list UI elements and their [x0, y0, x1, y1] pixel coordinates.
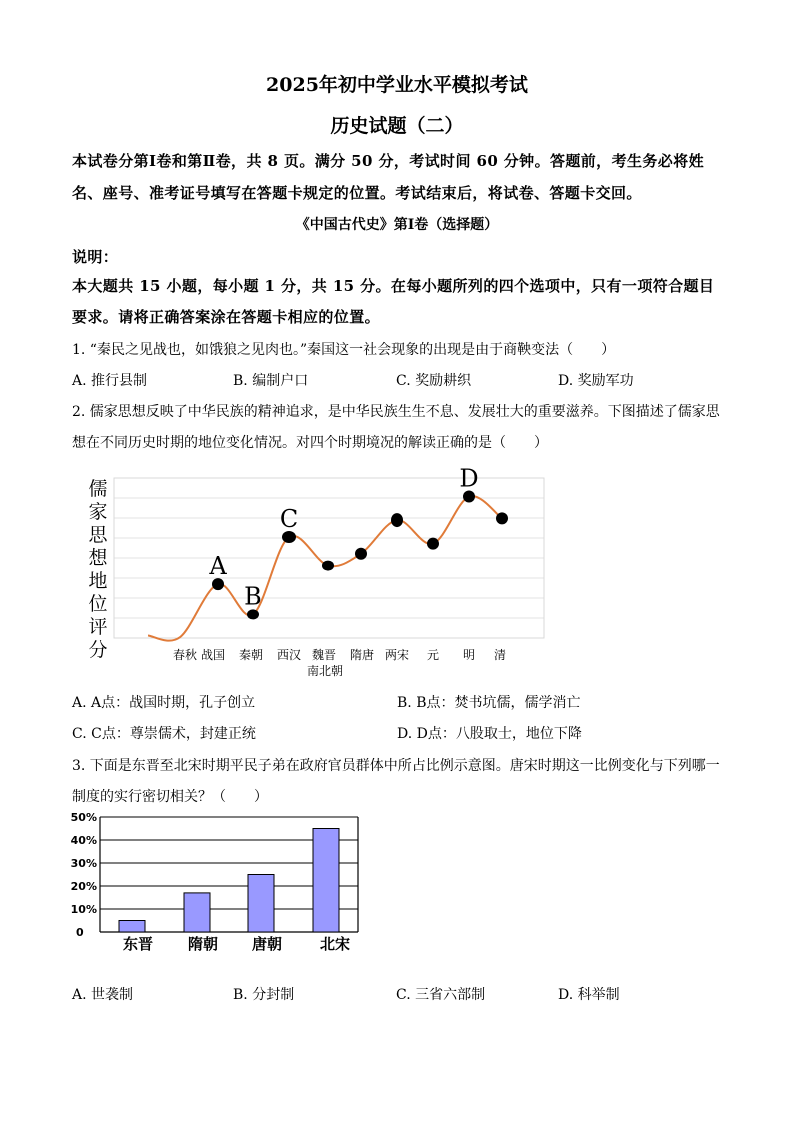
x-tick-label: 唐朝: [251, 935, 283, 953]
data-point: [247, 609, 259, 619]
point-label: B: [244, 582, 262, 611]
x-tick-label: 两宋: [384, 648, 410, 662]
x-tick-label: 东晋: [122, 935, 154, 953]
data-point: [496, 512, 508, 524]
x-tick-label: 明: [462, 648, 476, 662]
instructions-line-1: 本试卷分第Ⅰ卷和第Ⅱ卷，共 8 页。满分 50 分，考试时间 60 分钟。答题前，考生务必将姓: [72, 152, 704, 170]
q1-option-c[interactable]: C. 奖励耕织: [396, 373, 472, 389]
q3-option-b[interactable]: B. 分封制: [233, 987, 295, 1003]
section-heading: 《中国古代史》第Ⅰ卷（选择题）: [295, 217, 499, 233]
q1-option-b[interactable]: B. 编制户口: [233, 373, 309, 389]
instructions-line-2: 名、座号、准考证号填写在答题卡规定的位置。考试结束后，将试卷、答题卡交回。: [72, 184, 642, 202]
q1-stem: 1. “秦民之见战也，如饿狼之见肉也。”秦国这一社会现象的出现是由于商鞅变法（ ）: [72, 342, 616, 358]
x-tick-label: 秦朝: [238, 648, 264, 662]
q2-stem-line-2: 想在不同历史时期的地位变化情况。对四个时期境况的解读正确的是（ ）: [72, 435, 548, 451]
x-tick-label: 隋朝: [187, 935, 219, 953]
commoner-officials-bar-chart: [70, 808, 370, 958]
note-label: 说明：: [72, 248, 119, 266]
note-line-2: 要求。请将正确答案涂在答题卡相应的位置。: [72, 308, 381, 326]
q2-option-a[interactable]: A. A点：战国时期，孔子创立: [72, 695, 256, 711]
q3-option-d[interactable]: D. 科举制: [558, 987, 620, 1003]
q2-stem-line-1: 2. 儒家思想反映了中华民族的精神追求，是中华民族生生不息、发展壮大的重要滋养。下图描述了儒家思: [72, 404, 720, 420]
y-tick-label: 10%: [70, 903, 97, 916]
x-tick-label: 元: [426, 648, 440, 662]
q3-option-a[interactable]: A. 世袭制: [72, 987, 134, 1003]
data-point: [391, 513, 403, 527]
y-tick-label: 20%: [70, 880, 97, 893]
y-tick-label: 30%: [70, 857, 97, 870]
x-tick-label: 西汉: [276, 648, 302, 662]
x-tick-label: 战国: [200, 648, 226, 662]
x-tick-label: 北宋: [319, 935, 351, 953]
q3-stem-line-2: 制度的实行密切相关？（ ）: [72, 789, 268, 805]
bar: [184, 893, 210, 932]
exam-subtitle: 历史试题（二）: [330, 115, 464, 137]
data-point: [355, 548, 367, 560]
q2-option-b[interactable]: B. B点：焚书坑儒，儒学消亡: [397, 695, 581, 711]
point-label: A: [209, 552, 227, 581]
bar: [119, 921, 145, 933]
point-label: D: [459, 465, 479, 493]
data-point: [322, 561, 334, 571]
confucianism-status-chart: [80, 465, 560, 685]
q3-stem-line-1: 3. 下面是东晋至北宋时期平民子弟在政府官员群体中所占比例示意图。唐宋时期这一比例变化与下列哪一: [72, 758, 720, 774]
bar: [248, 875, 274, 933]
q1-option-a[interactable]: A. 推行县制: [72, 373, 148, 389]
x-tick-label: 清: [493, 648, 507, 662]
y-tick-label: 50%: [70, 811, 97, 824]
x-tick-label: 南北朝: [306, 664, 344, 678]
exam-title: 2025年初中学业水平模拟考试: [266, 74, 528, 96]
x-tick-label: 春秋: [172, 648, 198, 662]
bar: [313, 829, 339, 933]
y-tick-label: 0: [76, 926, 84, 939]
y-axis-label: [88, 478, 108, 661]
y-axis-label-text: 儒家思想地位评分: [88, 478, 108, 661]
y-tick-label: 40%: [70, 834, 97, 847]
q2-option-c[interactable]: C. C点：尊崇儒术，封建正统: [72, 726, 256, 742]
q1-option-d[interactable]: D. 奖励军功: [558, 373, 634, 389]
point-label: C: [279, 504, 299, 533]
q2-option-d[interactable]: D. D点：八股取士，地位下降: [397, 726, 582, 742]
q3-option-c[interactable]: C. 三省六部制: [396, 987, 486, 1003]
x-tick-label: 魏晋: [311, 648, 337, 662]
note-line-1: 本大题共 15 小题，每小题 1 分，共 15 分。在每小题所列的四个选项中，只有一项符合题目: [72, 277, 715, 295]
data-point: [427, 538, 439, 550]
x-tick-label: 隋唐: [349, 648, 375, 662]
